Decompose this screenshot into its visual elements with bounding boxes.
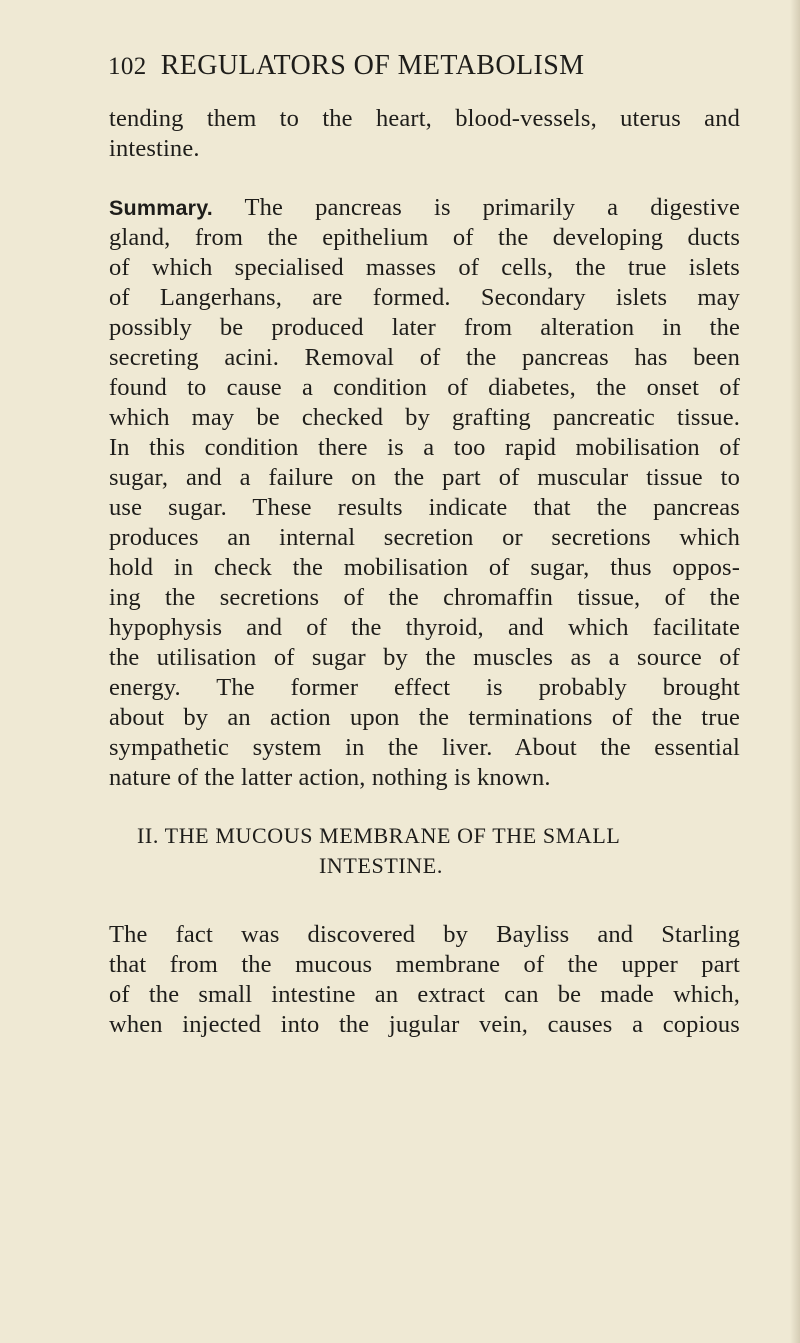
text-line: nature of the latter action, nothing is known.: [109, 764, 551, 791]
text-line: of which specialised masses of cells, the true islets: [109, 254, 740, 281]
summary-run-in-heading: Summary.: [109, 196, 213, 220]
text-line: secreting acini. Removal of the pancreas has been: [109, 344, 740, 371]
text-line: use sugar. These results indicate that the pancreas: [109, 494, 740, 521]
text-line: of Langerhans, are formed. Secondary islets may: [109, 284, 740, 311]
text-line: produces an internal secretion or secretions which: [109, 524, 740, 551]
text-line: sugar, and a failure on the part of muscular tissue to: [109, 464, 740, 491]
running-header: [108, 46, 748, 86]
text-line: energy. The former effect is probably brought: [109, 674, 740, 701]
page-number: 102: [108, 53, 147, 80]
text-line: when injected into the jugular vein, causes a copious: [109, 1011, 740, 1038]
text-line: found to cause a condition of diabetes, the onset of: [109, 374, 740, 401]
text-line: gland, from the epithelium of the developing ducts: [109, 224, 740, 251]
text-line: that from the mucous membrane of the upper part: [109, 951, 740, 978]
text-line: sympathetic system in the liver. About the essential: [109, 734, 740, 761]
text-line: hold in check the mobilisation of sugar, thus oppos-: [109, 554, 740, 581]
text-line: about by an action upon the terminations of the true: [109, 704, 740, 731]
section-heading: II. THE MUCOUS MEMBRANE OF THE SMALL: [137, 823, 621, 848]
text-line: intestine.: [109, 135, 200, 162]
running-title: REGULATORS OF METABOLISM: [160, 50, 585, 81]
text-line: possibly be produced later from alteration in the: [109, 314, 740, 341]
text-line: the utilisation of sugar by the muscles as a source of: [109, 644, 740, 671]
text-line: The fact was discovered by Bayliss and Starling: [109, 921, 740, 948]
text-line: tending them to the heart, blood-vessels, uterus and: [109, 105, 740, 132]
text-line: ing the secretions of the chromaffin tissue, of the: [109, 584, 740, 611]
text-line: which may be checked by grafting pancreatic tissue.: [109, 404, 740, 431]
section-heading-continued: INTESTINE.: [319, 853, 443, 878]
text-line: In this condition there is a too rapid mobilisation of: [109, 434, 740, 461]
text-line: of the small intestine an extract can be made which,: [109, 981, 740, 1008]
page-edge-shadow: [790, 0, 800, 1343]
summary-first-line-text: The pancreas is primarily a digestive: [244, 194, 740, 221]
text-line: hypophysis and of the thyroid, and which facilitate: [109, 614, 740, 641]
